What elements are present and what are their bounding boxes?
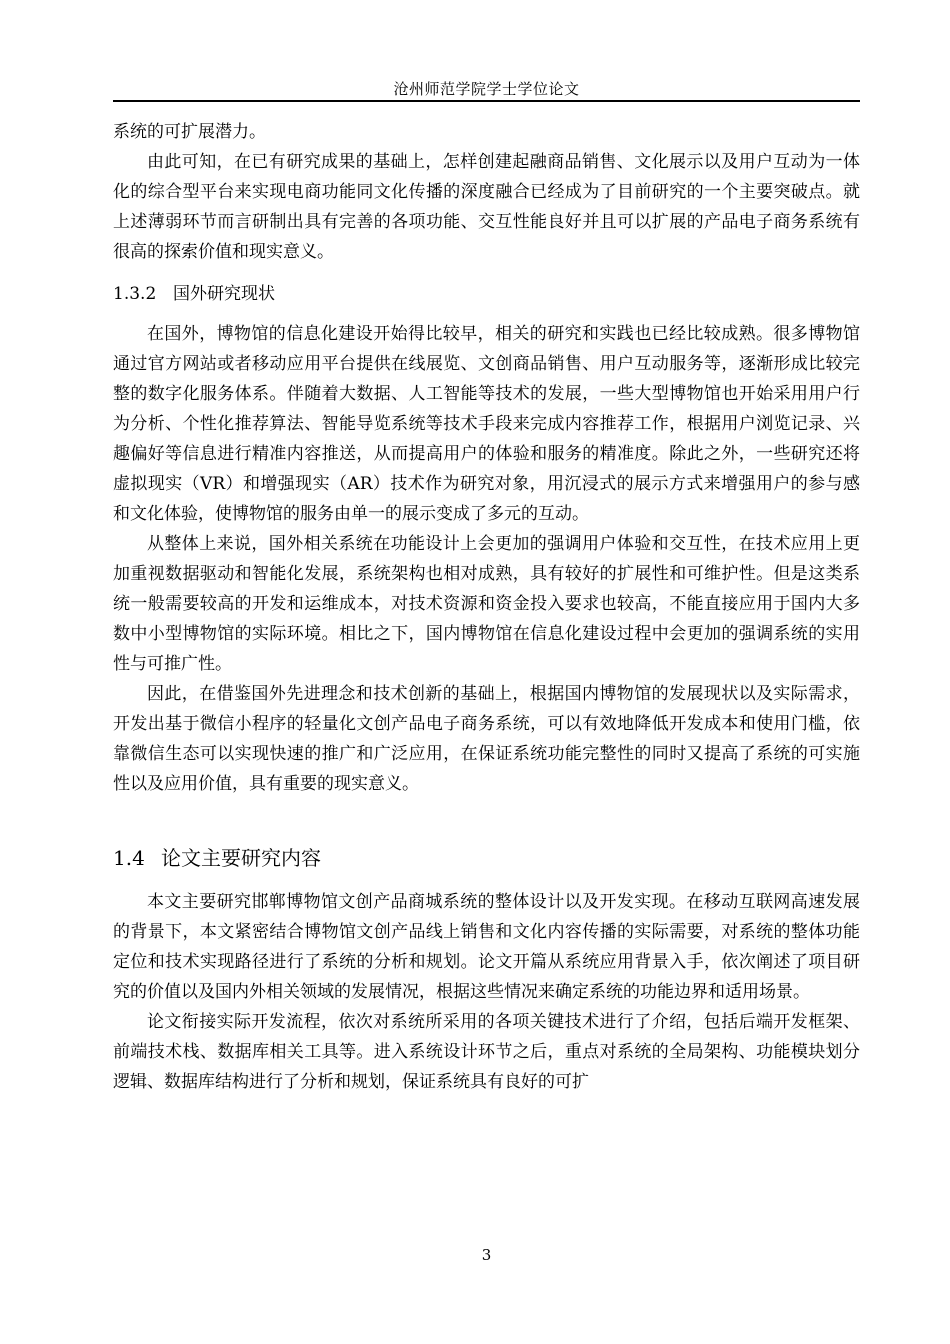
header-rule — [113, 100, 860, 102]
paragraph: 因此，在借鉴国外先进理念和技术创新的基础上，根据国内博物馆的发展现状以及实际需求，开发出基于微信小程序的轻量化文创产品电子商务系统，可以有效地降低开发成本和使用门槛，依靠微信生态可以实现快速的推广和广泛应用，在保证系统功能完整性的同时又提高了系统的可实施性以及应用价值，具有重要的现实意义。 — [113, 684, 860, 794]
section-number: 1.3.2 — [113, 284, 157, 304]
paragraph: 由此可知，在已有研究成果的基础上，怎样创建起融商品销售、文化展示以及用户互动为一体化的综合型平台来实现电商功能同文化传播的深度融合已经成为了目前研究的一个主要突破点。就上述薄弱环节而言研制出具有完善的各项功能、交互性能良好并且可以扩展的产品电子商务系统有很高的探索价值和现实意义。 — [113, 152, 860, 262]
section-title: 国外研究现状 — [173, 284, 275, 304]
section-heading-1-3-2 — [113, 279, 860, 309]
paragraph: 本文主要研究邯郸博物馆文创产品商城系统的整体设计以及开发实现。在移动互联网高速发展的背景下，本文紧密结合博物馆文创产品线上销售和文化内容传播的实际需要，对系统的整体功能定位和技术实现路径进行了系统的分析和规划。论文开篇从系统应用背景入手，依次阐述了项目研究的价值以及国内外相关领域的发展情况，根据这些情况来确定系统的功能边界和适用场景。 — [113, 892, 860, 1002]
paragraph: 论文衔接实际开发流程，依次对系统所采用的各项关键技术进行了介绍，包括后端开发框架、前端技术栈、数据库相关工具等。进入系统设计环节之后，重点对系统的全局架构、功能模块划分逻辑、数据库结构进行了分析和规划，保证系统具有良好的可扩 — [113, 1012, 860, 1092]
section-heading-1-4 — [113, 841, 860, 875]
section-title: 论文主要研究内容 — [161, 846, 321, 870]
running-header: 沧州师范学院学士学位论文 — [393, 80, 580, 98]
paragraph: 从整体上来说，国外相关系统在功能设计上会更加的强调用户体验和交互性，在技术应用上更加重视数据驱动和智能化发展，系统架构也相对成熟，具有较好的扩展性和可维护性。但是这类系统一般需要较高的开发和运维成本，对技术资源和资金投入要求也较高，不能直接应用于国内大多数中小型博物馆的实际环境。相比之下，国内博物馆在信息化建设过程中会更加的强调系统的实用性与可推广性。 — [113, 534, 860, 674]
page-number: 3 — [481, 1246, 492, 1264]
body-text — [113, 117, 860, 1097]
paragraph-continuation: 系统的可扩展潜力。 — [113, 122, 266, 142]
section-number: 1.4 — [113, 846, 145, 870]
paragraph: 在国外，博物馆的信息化建设开始得比较早，相关的研究和实践也已经比较成熟。很多博物馆通过官方网站或者移动应用平台提供在线展览、文创商品销售、用户互动服务等，逐渐形成比较完整的数字化服务体系。伴随着大数据、人工智能等技术的发展，一些大型博物馆也开始采用用户行为分析、个性化推荐算法、智能导览系统等技术手段来完成内容推荐工作，根据用户浏览记录、兴趣偏好等信息进行精准内容推送，从而提高用户的体验和服务的精准度。除此之外，一些研究还将虚拟现实（VR）和增强现实（AR）技术作为研究对象，用沉浸式的展示方式来增强用户的参与感和文化体验，使博物馆的服务由单一的展示变成了多元的互动。 — [113, 324, 860, 524]
